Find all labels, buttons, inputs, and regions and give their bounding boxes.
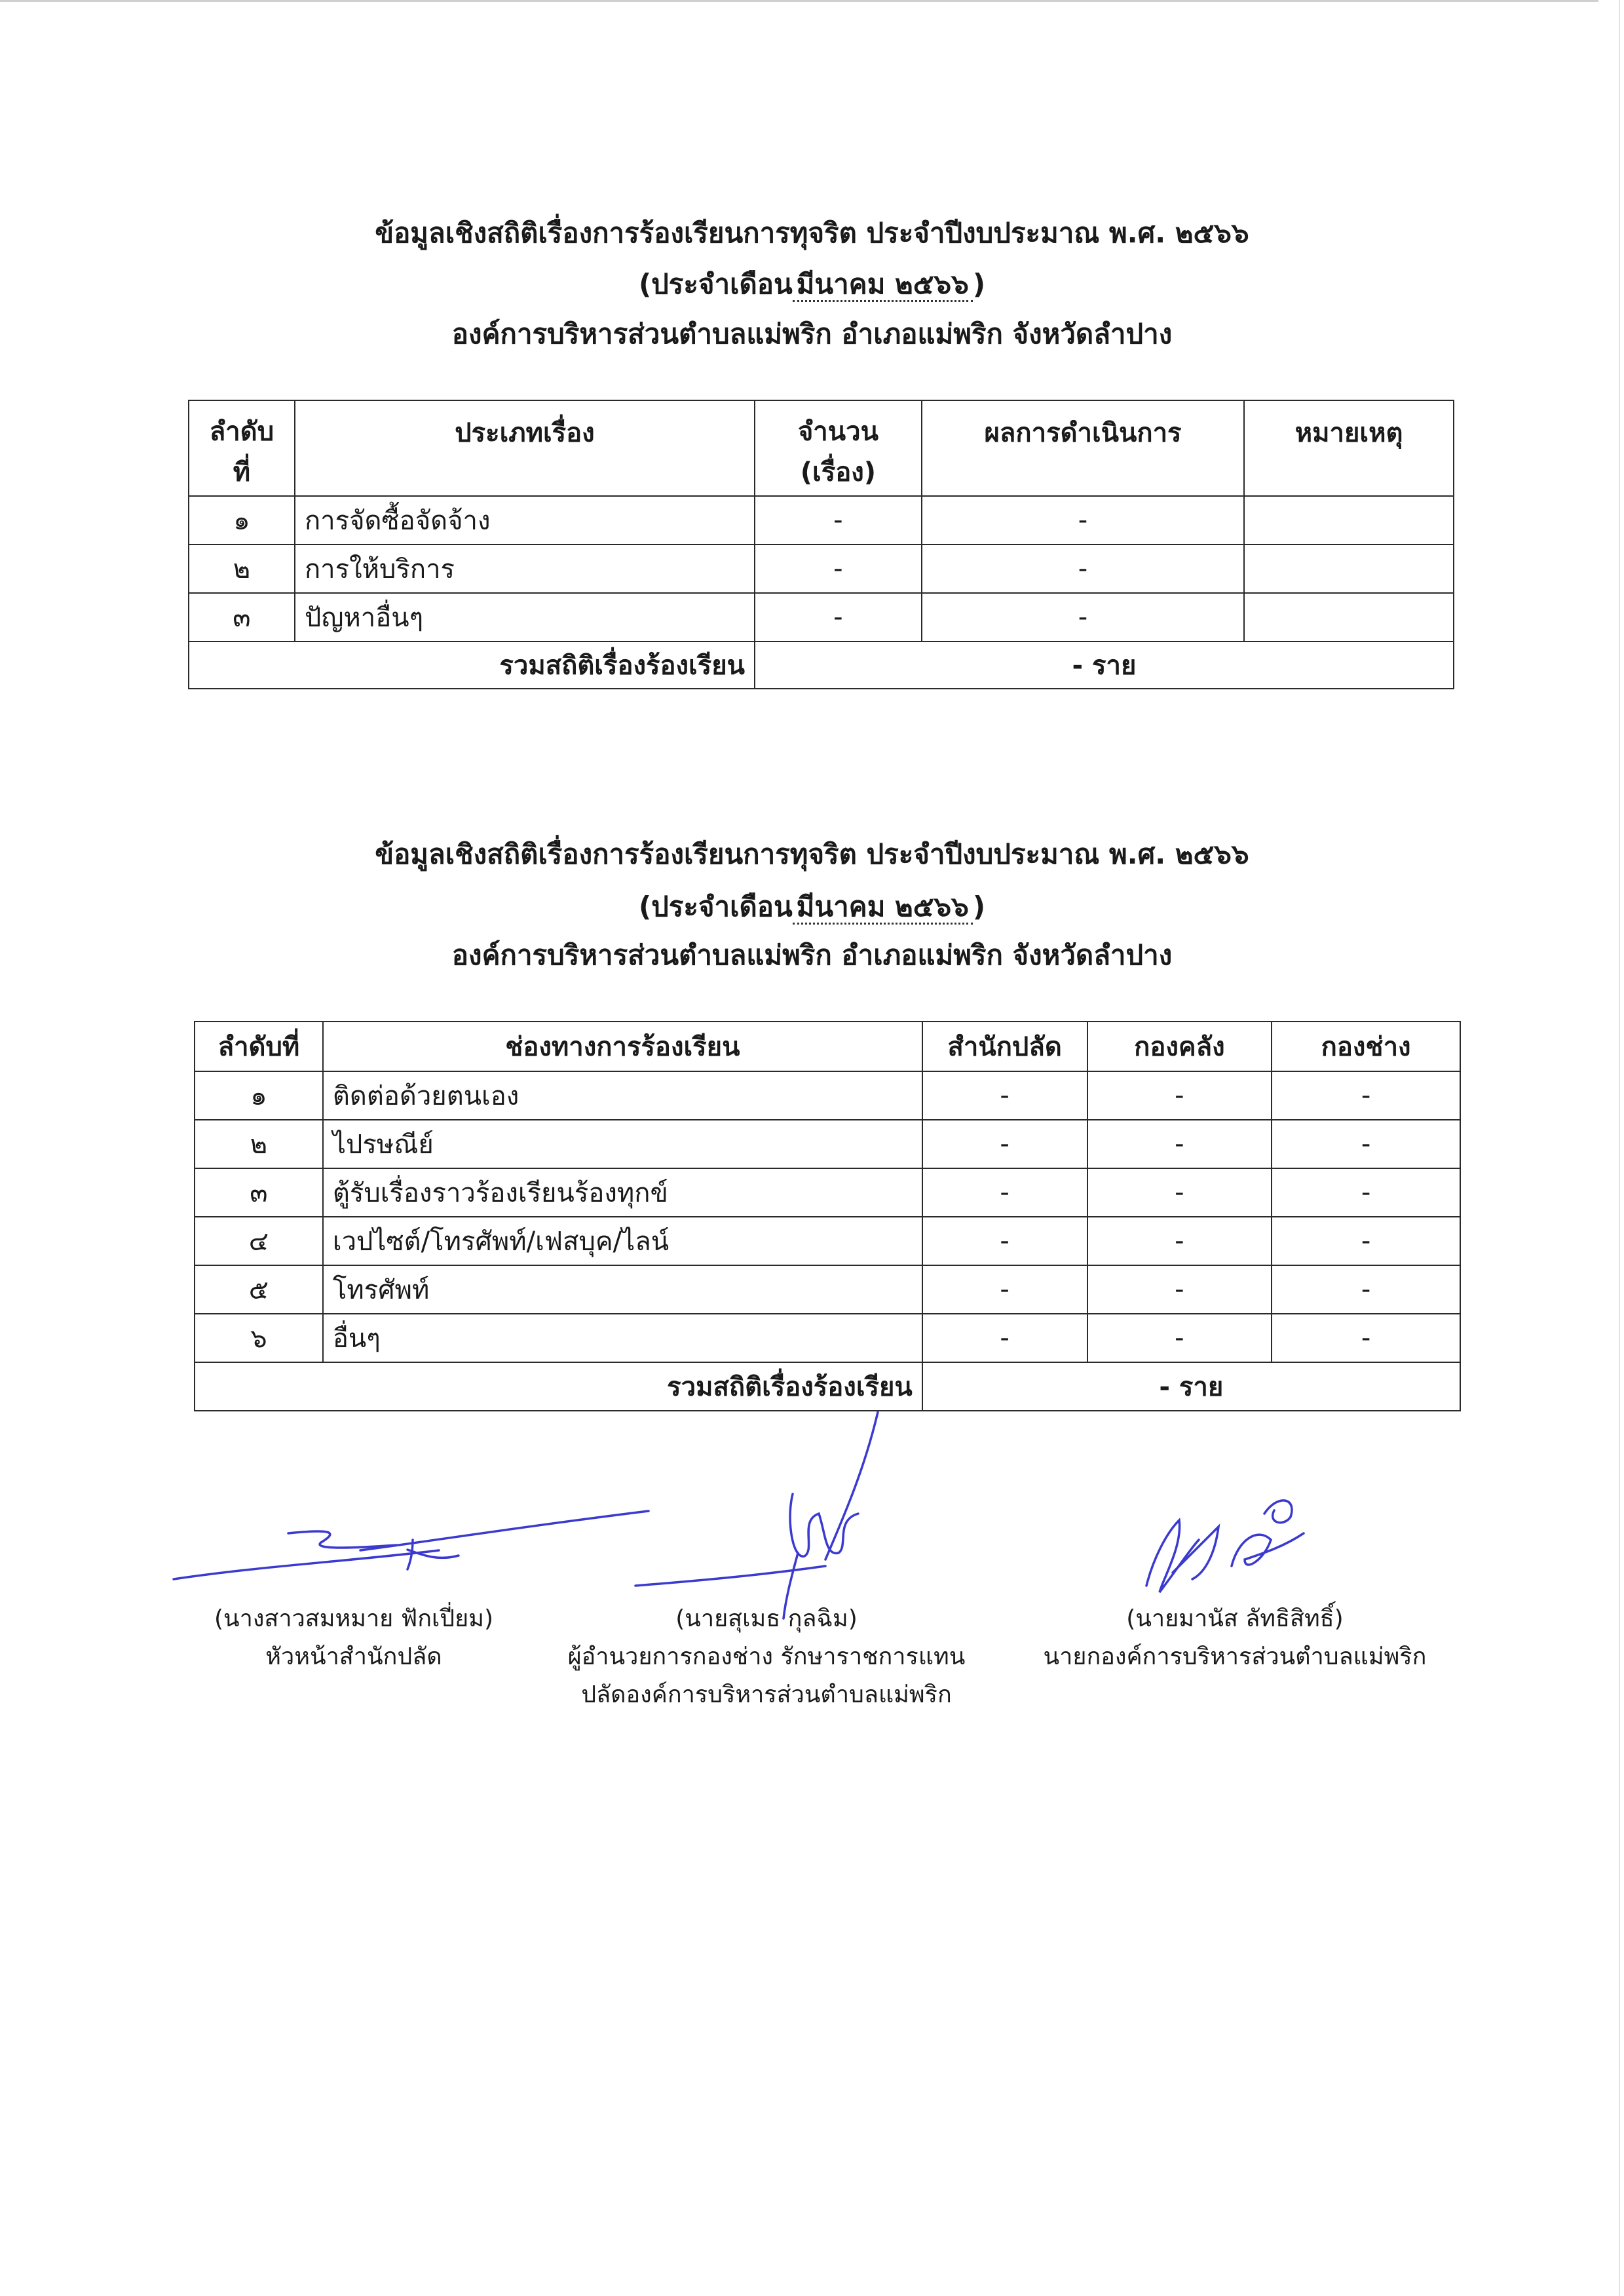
table-row [195,1314,1460,1362]
table-row [195,1217,1460,1265]
row-office: - [922,1314,1087,1362]
row-channel: เวปไซต์/โทรศัพท์/เฟสบุค/ไลน์ [323,1217,922,1265]
section1-org: องค์การบริหารส่วนตำบลแม่พริก อำเภอแม่พริก จังหวัดลำปาง [451,318,1173,350]
signature-1-image [164,1487,662,1599]
page-edge [0,0,1598,2]
header-works: กองช่าง [1272,1022,1460,1071]
signatory-name: (นายมานัส ลัทธิสิทธิ์) [1126,1605,1344,1632]
month-suffix: ) [972,890,986,923]
row-no: ๕ [195,1265,323,1314]
row-works: - [1272,1217,1460,1265]
table-row [195,1168,1460,1217]
total-label: รวมสถิติเรื่องร้องเรียน [189,641,755,689]
signatory-position: ผู้อำนวยการกองช่าง รักษาราชการแทน [567,1643,966,1670]
table-header-row [195,1022,1460,1071]
month-prefix: (ประจำเดือน [638,890,793,923]
header-no: ลำดับที่ [195,1022,323,1071]
row-no: ๑ [189,496,295,545]
signatory-name: (นายสุเมธ กุลฉิม) [675,1605,858,1632]
table-row [195,1265,1460,1314]
header-channel: ช่องทางการร้องเรียน [323,1022,922,1071]
row-office: - [922,1168,1087,1217]
header-result: ผลการดำเนินการ [922,400,1244,496]
row-count: - [755,545,922,593]
complaint-type-table [188,400,1454,689]
total-value: - ราย [922,1362,1460,1411]
row-count: - [755,496,922,545]
row-no: ๒ [195,1120,323,1168]
row-channel: ตู้รับเรื่องราวร้องเรียนร้องทุกข์ [323,1168,922,1217]
header-no: ลำดับ ที่ [189,400,295,496]
row-type: การให้บริการ [295,545,755,593]
signature-3-image [1133,1487,1343,1605]
row-channel: อื่นๆ [323,1314,922,1362]
row-finance: - [1087,1120,1272,1168]
signature-2-image [629,1409,904,1625]
row-count: - [755,593,922,641]
row-works: - [1272,1168,1460,1217]
table-header-row [189,400,1454,496]
row-no: ๑ [195,1071,323,1120]
section2-title: ข้อมูลเชิงสถิติเรื่องการร้องเรียนการทุจริต ประจำปีงบประมาณ พ.ศ. ๒๕๖๖ [375,838,1249,870]
row-type: ปัญหาอื่นๆ [295,593,755,641]
table-row [189,496,1454,545]
month-value: มีนาคม ๒๕๖๖ [793,890,973,925]
signatory-name: (นางสาวสมหมาย ฟักเปี่ยม) [214,1605,494,1632]
row-no: ๔ [195,1217,323,1265]
row-office: - [922,1120,1087,1168]
row-no: ๓ [189,593,295,641]
month-suffix: ) [972,268,986,300]
section2-month [0,882,1624,932]
section2-org: องค์การบริหารส่วนตำบลแม่พริก อำเภอแม่พริก จังหวัดลำปาง [451,939,1173,971]
signatory-3 [1032,1600,1438,1676]
row-works: - [1272,1120,1460,1168]
table-row [195,1120,1460,1168]
row-works: - [1272,1314,1460,1362]
header-office: สำนักปลัด [922,1022,1087,1071]
header-count: จำนวน (เรื่อง) [755,400,922,496]
month-prefix: (ประจำเดือน [638,268,793,300]
table-row [189,545,1454,593]
row-finance: - [1087,1071,1272,1120]
table-total-row [195,1362,1460,1411]
header-finance: กองคลัง [1087,1022,1272,1071]
signatory-position: ปลัดองค์การบริหารส่วนตำบลแม่พริก [581,1681,952,1708]
row-no: ๒ [189,545,295,593]
row-note [1244,545,1454,593]
row-result: - [922,593,1244,641]
row-finance: - [1087,1168,1272,1217]
row-channel: ติดต่อด้วยตนเอง [323,1071,922,1120]
table-total-row [189,641,1454,689]
section1-title: ข้อมูลเชิงสถิติเรื่องการร้องเรียนการทุจริต ประจำปีงบประมาณ พ.ศ. ๒๕๖๖ [375,217,1249,249]
row-finance: - [1087,1217,1272,1265]
row-office: - [922,1071,1087,1120]
signatory-1 [164,1600,544,1676]
table-row [195,1071,1460,1120]
row-channel: ไปรษณีย์ [323,1120,922,1168]
signatory-2 [547,1600,986,1714]
row-channel: โทรศัพท์ [323,1265,922,1314]
table-row [189,593,1454,641]
total-value: - ราย [755,641,1454,689]
row-no: ๓ [195,1168,323,1217]
row-result: - [922,545,1244,593]
total-label: รวมสถิติเรื่องร้องเรียน [195,1362,922,1411]
row-no: ๖ [195,1314,323,1362]
row-finance: - [1087,1265,1272,1314]
row-office: - [922,1217,1087,1265]
row-works: - [1272,1265,1460,1314]
row-finance: - [1087,1314,1272,1362]
row-result: - [922,496,1244,545]
row-works: - [1272,1071,1460,1120]
signatory-position: นายกองค์การบริหารส่วนตำบลแม่พริก [1043,1643,1427,1670]
row-office: - [922,1265,1087,1314]
row-type: การจัดซื้อจัดจ้าง [295,496,755,545]
row-note [1244,593,1454,641]
section1-month [0,259,1624,309]
month-value: มีนาคม ๒๕๖๖ [793,268,973,302]
row-note [1244,496,1454,545]
header-note: หมายเหตุ [1244,400,1454,496]
signatory-position: หัวหน้าสำนักปลัด [265,1643,442,1670]
header-type: ประเภทเรื่อง [295,400,755,496]
complaint-channel-table [194,1021,1461,1411]
